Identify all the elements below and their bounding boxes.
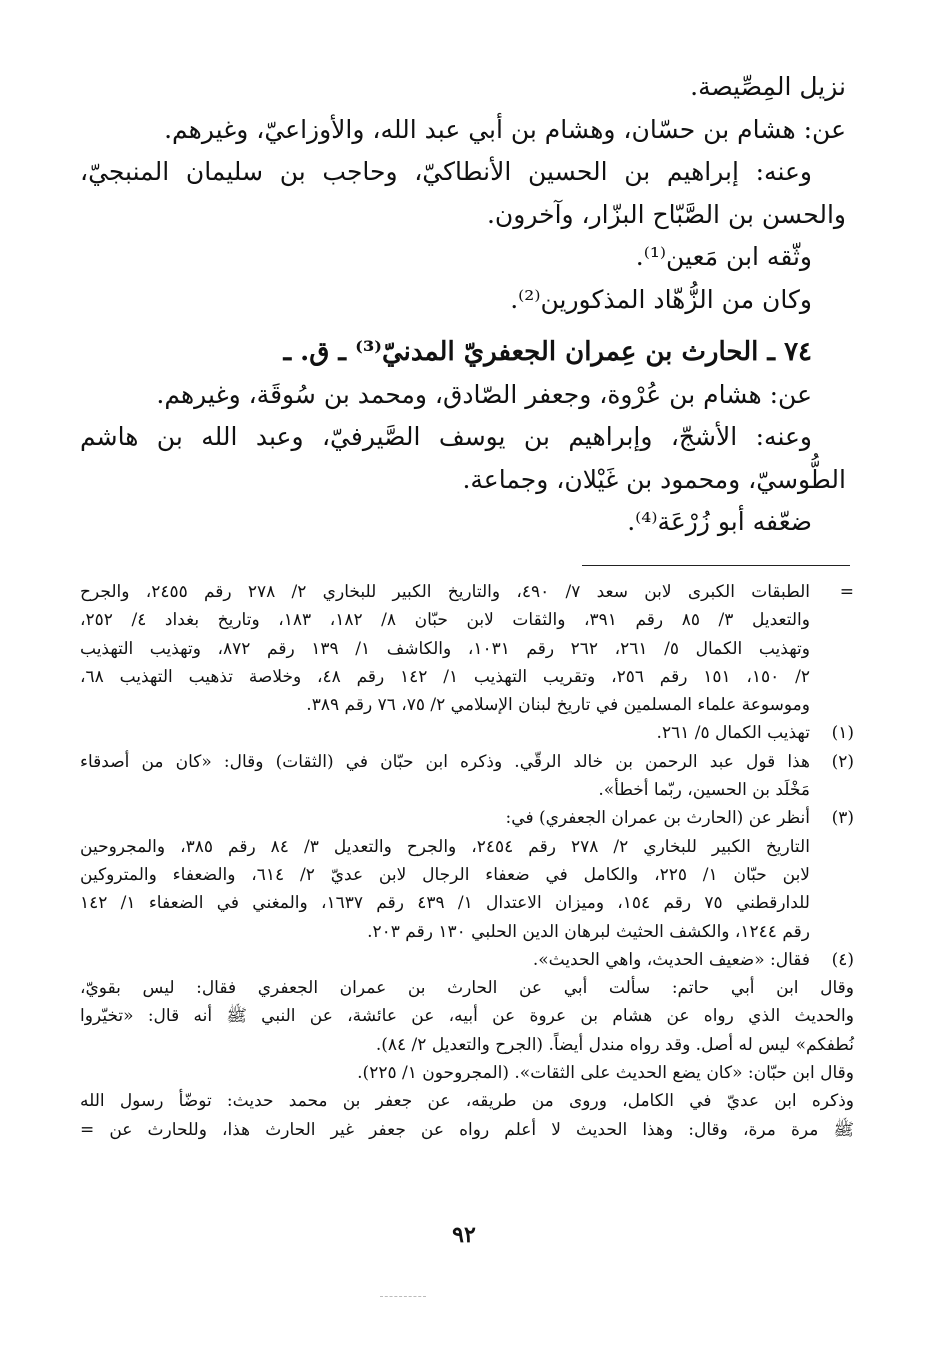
text-line: وكان من الزُّهّاد المذكورين⁽²⁾. [510,284,812,314]
footnote-1 [80,719,854,747]
footnotes-block [80,578,854,1144]
footnote-line: للدارقطني ٧٥ رقم ١٥٤، وميزان الاعتدال ١/ ٤٣٩ رقم ١٦٣٧، والمغني في الضعفاء ١/ ١٤٢ [80,893,810,914]
footnote-4-continued [80,974,854,1144]
footnote-marker: (٣) [831,808,854,829]
footnote-line: فقال: «ضعيف الحديث، واهي الحديث». [532,949,810,970]
text-line: وعنه: إبراهيم بن الحسين الأنطاكيّ، وحاجب بن سليمان المنبجيّ، [80,157,812,186]
footnote-marker: (٤) [831,949,854,970]
text-line: وعنه: الأشجّ، وإبراهيم بن يوسف الصَّيرفيّ، وعبد الله بن هاشم [80,422,812,451]
footnote-marker: = [839,582,854,602]
footnote-marker: (٢) [831,751,854,772]
text-line: عن: هشام بن عُرْوة، وجعفر الصّادق، ومحمد بن سُوقَة، وغيرهم. [156,379,812,409]
footnote-separator [582,565,850,566]
text-line: عن: هشام بن حسّان، وهشام بن أبي عبد الله، والأوزاعيّ، وغيرهم. [164,114,846,144]
footnote-line: تهذيب الكمال ٥/ ٢٦١. [656,723,810,744]
footnote-line: وتهذيب الكمال ٥/ ٢٦١، ٢٦٢ رقم ١٠٣١، والكاشف ١/ ١٣٩ رقم ٨٧٢، وتهذيب التهذيب [80,638,810,659]
footnote-continuation [80,578,854,719]
footnote-4 [80,946,854,974]
footnote-2 [80,748,854,805]
entry-heading: ٧٤ ـ الحارث بن عِمران الجعفريّ المدنيّ⁽³⁾ ـ ق. ـ [283,337,812,367]
footnote-line: وموسوعة علماء المسلمين في تاريخ لبنان الإسلامي ٢/ ٧٥، ٧٦ رقم ٣٨٩. [306,695,810,716]
footnote-line: نُطفكم» ليس له أصل. وقد رواه مندل أيضاً. (الجرح والتعديل ٢/ ٨٤). [375,1034,854,1055]
text-line: الطُّوسيّ، ومحمود بن غَيْلان، وجماعة. [462,464,846,494]
text-line: ضعّفه أبو زُرْعَة⁽⁴⁾. [627,507,812,536]
page-number: ٩٢ [452,1222,476,1248]
footnote-line: مَخْلَد بن الحسين، ربّما أخطأ». [598,780,810,801]
footnote-line: لابن حبّان ١/ ٢٢٥، والكامل في ضعفاء الرجال لابن عديّ ٢/ ٦١٤، والضعفاء والمتروكين [80,864,811,885]
footnote-line: وذكره ابن عديّ في الكامل، وروى من طريقه، عن جعفر بن محمد حديث: توضّأ رسول الله [80,1091,854,1112]
footnote-3 [80,804,854,945]
text-line: وثّقه ابن مَعين⁽¹⁾. [635,242,812,271]
text-line: نزيل المِصِّيصة. [690,72,846,101]
footnote-line: والتعديل ٣/ ٨٥ رقم ٣٩١، والثقات لابن حبّان ٨/ ١٨٢، ١٨٣، وتاريخ بغداد ٤/ ٢٥٢، [80,610,810,631]
footnote-line: الطبقات الكبرى لابن سعد ٧/ ٤٩٠، والتاريخ الكبير للبخاري ٢/ ٢٧٨ رقم ٢٤٥٥، والجرح [80,582,810,602]
footnote-line: أنظر عن (الحارث بن عمران الجعفري) في: [505,808,810,829]
main-text-block [80,66,846,544]
footnote-line: ٢/ ١٥٠، ١٥١ رقم ٢٥٦، وتقريب التهذيب ١/ ١٤٢ رقم ٤٨، وخلاصة تذهيب التهذيب ٦٨، [80,666,810,687]
footnote-line: ﷺ مرة مرة، وقال: وهذا الحديث لا أعلم رواه عن جعفر غير الحارث هذا، وللحارث عن = [80,1119,854,1140]
footnote-line: التاريخ الكبير للبخاري ٢/ ٢٧٨ رقم ٢٤٥٤، والجرح والتعديل ٣/ ٨٤ رقم ٣٨٥، والمجروحين [80,836,810,857]
footnote-line: وقال ابن أبي حاتم: سألت أبي عن الحارث بن عمران الجعفري فقال: ليس بقويّ، [80,978,854,999]
text-line: والحسن بن الصَّبّاح البزّار، وآخرون. [486,199,846,229]
footnote-line: رقم ١٢٤٤، والكشف الحثيث لبرهان الدين الحلبي ١٣٠ رقم ٢٠٣. [367,921,810,942]
footnote-line: والحديث الذي رواه عن هشام بن عروة عن أبيه، عن عائشة، عن النبي ﷺ أنه قال: «تخيّروا [80,1006,854,1027]
footnote-line: وقال ابن حبّان: «كان يضع الحديث على الثقات». (المجروحون ١/ ٢٢٥). [357,1063,854,1084]
scan-artifact [380,1296,426,1297]
footnote-line: هذا قول عبد الرحمن بن خالد الرقّي. وذكره ابن حبّان في (الثقات) وقال: «كان من أصدقاء [80,751,810,772]
footnote-marker: (١) [831,723,854,744]
